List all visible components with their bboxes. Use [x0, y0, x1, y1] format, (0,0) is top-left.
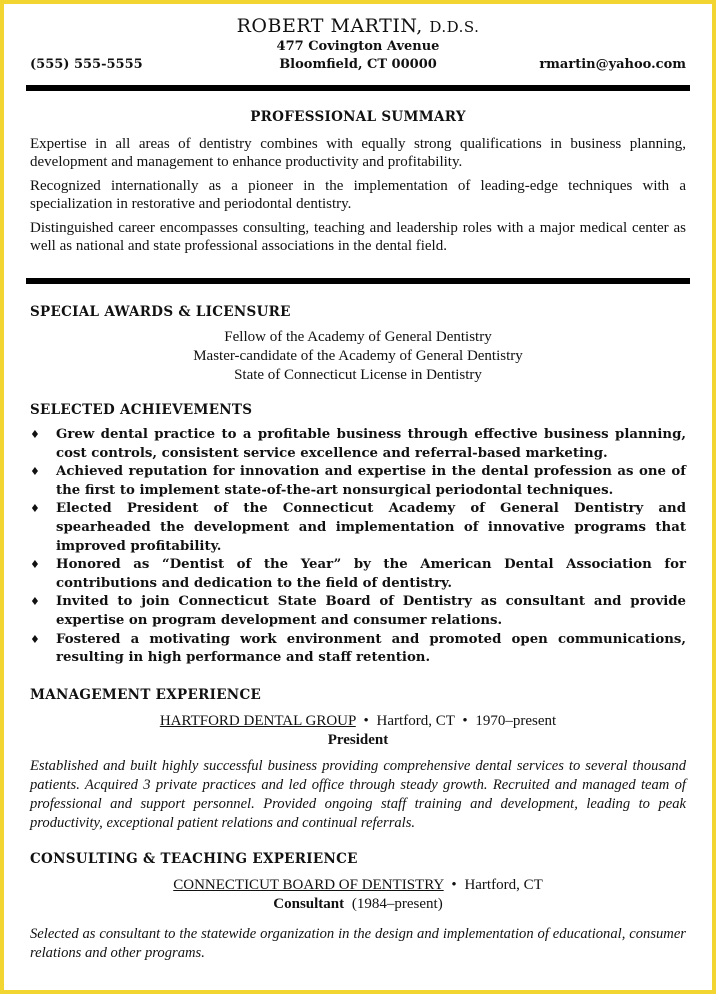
city-address: Bloomfield, CT 00000 [279, 57, 437, 72]
achievement-item [30, 500, 686, 556]
diamond-bullet-icon: ♦ [30, 632, 40, 646]
job-title: President [327, 731, 389, 748]
summary-rule [26, 278, 690, 284]
street-address: 477 Covington Avenue [276, 39, 440, 54]
employer-name: CONNECTICUT BOARD OF DENTISTRY [173, 876, 444, 893]
award-item: Fellow of the Academy of General Dentistry [224, 329, 492, 345]
employer-location: Hartford, CT [464, 876, 543, 893]
consulting-title: CONSULTING & TEACHING EXPERIENCE [30, 850, 358, 867]
job-title-line [30, 895, 686, 914]
summary-paragraph: Recognized internationally as a pioneer in the implementation of leading-edge techniques with a specialization in restorative and periodontal dentistry. [30, 178, 686, 212]
summary-paragraph: Distinguished career encompasses consulting, teaching and leadership roles with a major medical center as well as national and state professional associations in the dental field. [30, 220, 686, 254]
phone-number: (555) 555-5555 [30, 57, 143, 72]
awards-title: SPECIAL AWARDS & LICENSURE [30, 304, 291, 320]
achievement-item [30, 593, 686, 630]
achievement-item [30, 556, 686, 593]
job-title: Consultant [273, 895, 345, 912]
employer-location: Hartford, CT [376, 712, 455, 729]
resume-name [30, 14, 686, 39]
award-item: State of Connecticut License in Dentistry [234, 367, 482, 383]
separator-dot: • [462, 712, 468, 729]
separator-dot: • [363, 712, 369, 729]
achievement-text: Achieved reputation for innovation and expertise in the dental profession as one of the first to implement state-of-the-art nonsurgical periodontal techniques. [56, 464, 686, 498]
diamond-bullet-icon: ♦ [30, 428, 40, 441]
contact-line [30, 57, 686, 77]
summary-section [30, 135, 686, 255]
management-title: MANAGEMENT EXPERIENCE [30, 686, 262, 703]
diamond-bullet-icon: ♦ [30, 595, 40, 609]
achievements-list [30, 426, 686, 668]
resume-page [4, 4, 712, 990]
achievement-text: Grew dental practice to a profitable business through effective business planning, cost controls, consistent service excellence and referral-based marketing. [56, 427, 686, 461]
consulting-job-line [30, 876, 686, 895]
separator-dot: • [451, 876, 457, 893]
management-job-line [30, 712, 686, 731]
award-item: Master-candidate of the Academy of General Dentistry [193, 348, 523, 364]
achievement-text: Honored as “Dentist of the Year” by the American Dental Association for contributions and dedication to the field of dentistry. [56, 557, 686, 591]
achievement-text: Fostered a motivating work environment and promoted open communications, resulting in high performance and staff retention. [56, 631, 686, 666]
employment-dates: 1970–present [475, 712, 557, 729]
job-description: Established and built highly successful business providing comprehensive dental services to several thousand patients. Acquired 3 private practices and led office through steady growth. Recruited and managed team of professional and support personnel. Provided ongoing staff training and development, leading to peak productivity, exceptional patient relations and continual referrals. [30, 757, 686, 831]
achievement-text: Invited to join Connecticut State Board of Dentistry as consultant and provide expertise on program development and consumer relations. [56, 594, 686, 628]
job-description: Selected as consultant to the statewide organization in the design and implementation of educational, consumer relations and other programs. [30, 925, 686, 961]
diamond-bullet-icon: ♦ [30, 502, 40, 516]
header-rule [26, 85, 690, 91]
name-text: ROBERT MARTIN, [236, 15, 423, 37]
achievement-item [30, 631, 686, 668]
diamond-bullet-icon: ♦ [30, 465, 40, 479]
email-address: rmartin@yahoo.com [539, 57, 686, 72]
employer-name: HARTFORD DENTAL GROUP [159, 712, 356, 729]
achievement-text: Elected President of the Connecticut Academy of General Dentistry and spearheaded the development and implementation of innovative programs that improved profitability. [56, 501, 686, 554]
address-line-1 [30, 39, 686, 59]
credential-text: D.D.S. [429, 18, 480, 36]
achievement-item [30, 463, 686, 500]
achievements-title: SELECTED ACHIEVEMENTS [30, 402, 253, 418]
summary-title: PROFESSIONAL SUMMARY [250, 109, 466, 125]
awards-list [30, 328, 686, 385]
summary-paragraph: Expertise in all areas of dentistry combines with equally strong qualifications in business planning, development and management to enhance productivity and profitability. [30, 136, 686, 170]
employment-dates: (1984–present) [351, 895, 443, 912]
diamond-bullet-icon: ♦ [30, 558, 40, 572]
achievement-item [30, 426, 686, 463]
